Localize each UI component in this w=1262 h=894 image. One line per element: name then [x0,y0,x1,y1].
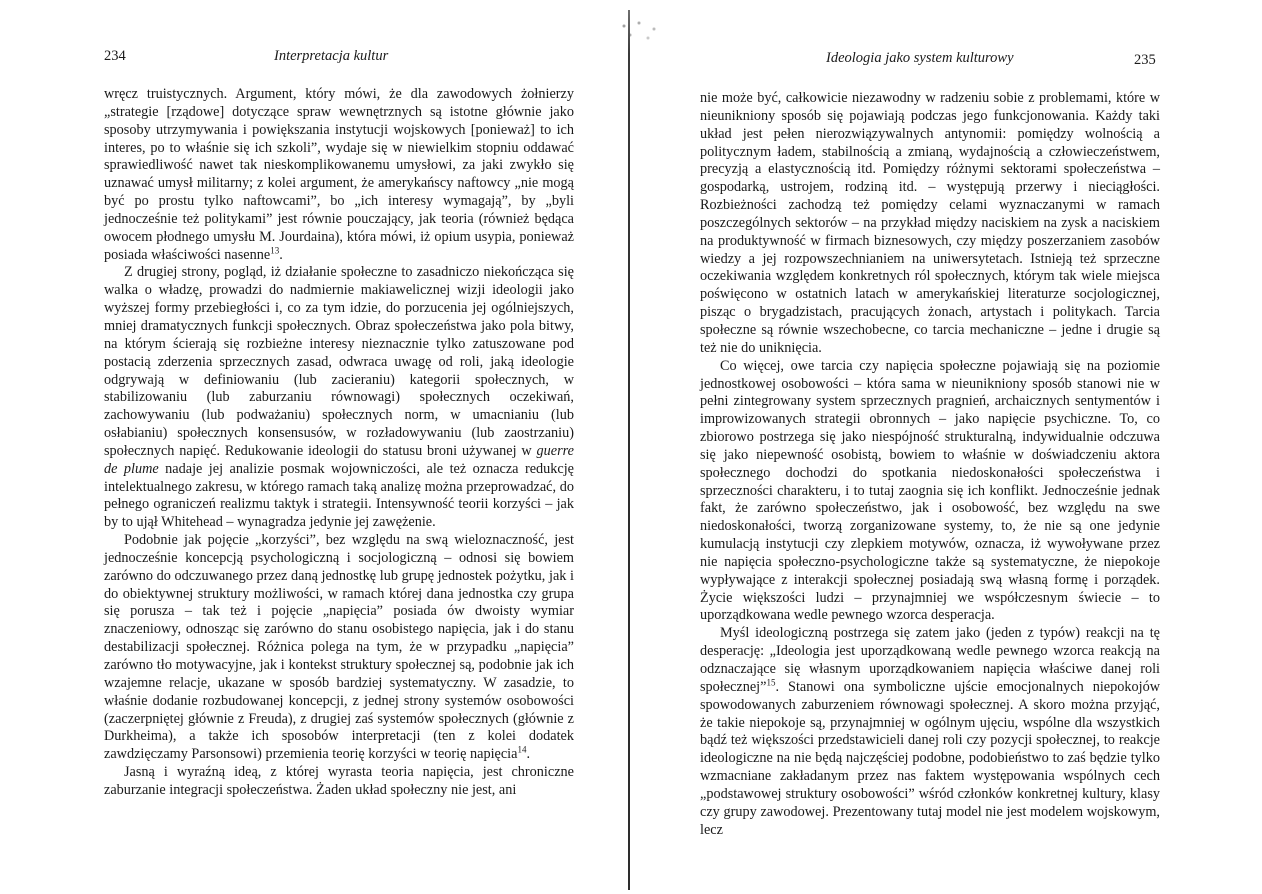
body-text [104,86,574,800]
italic-phrase: guerre de plume [104,442,574,477]
paragraph: Jasną i wyraźną ideą, z której wyrasta teoria napięcia, jest chroniczne zaburzanie integracji społeczeństwa. Żaden układ społeczny nie jest, ani [104,764,574,798]
body-text [700,90,1160,839]
right-page [634,0,1262,894]
page-number: 234 [104,48,126,64]
paragraph: nie może być, całkowicie niezawodny w radzeniu sobie z problemami, które w nieunikniony sposób się pojawiają podczas jego funkcjonowania. Każdy taki układ jest pełen nierozwiązywalnych antynomii: pomiędzy wolnością a politycznym ładem, stabilnością a zmianą, wydajnością a człowieczeństwem, precyzją a elastycznością itd. Pomiędzy różnymi sektorami społeczeństwa – gospodarką, ustrojem, rodziną itd. – występują przerwy i nieciągłości. Rozbieżności zachodzą też pomiędzy celami wyznaczanymi w ramach poszczególnych sektorów – na przykład między naciskiem na zysk a naciskiem na produktywność w firmach biznesowych, czy między poszerzaniem zasobów wiedzy a jej rozpowszechnianiem na uniwersytetach. Istnieją też sprzeczne oczekiwania względem konkretnych ról społecznych, którym tak wiele miejsca poświęcono w ostatnich latach w amerykańskiej literaturze socjologicznej, pisząc o brygadzistach, pracujących żonach, artystach i politykach. Tarcia społeczne są równie wszechobecne, co tarcia mechaniczne – jedne i drugie są też nie do uniknięcia. [700,90,1160,356]
paragraph: Myśl ideologiczną postrzega się zatem jako (jeden z typów) reakcji na tę desperację: „Ideologia jest uporządkowaną wedle pewnego wzorca reakcją na odznaczające się własnym uporządkowaniem napięcia właściwe danej roli społecznej”$^{15}$. Stanowi ona symboliczne ujście emocjonalnych niepokojów spowodowanych zaburzeniem równowagi społecznej. A skoro można przyjąć, że takie niepokoje są, przynajmniej w ogólnym ujęciu, wspólne dla wszystkich bądź też większości przedstawicieli danej roli czy pozycji społecznej, to reakcje ideologiczne na nie będą najczęściej podobne, podobieństwo to zaś będzie tylko wzmacniane zakładanym przez nas faktem występowania wspólnych cech „podstawowej struktury osobowości” wśród członków konkretnej kultury, klasy czy grupy zawodowej. Prezentowany tutaj model nie jest modelem wojskowym, lecz [700,625,1160,838]
paragraph: wręcz truistycznych. Argument, który mówi, że dla zawodowych żołnierzy „strategie [rządowe] dotyczące spraw wewnętrznych są istotne głównie jako sposoby utrzymywania i powiększania instytucji wojskowych [ponieważ] to ich interes, po to właśnie się ich szkoli”, wydaje się w niewielkim stopniu oddawać sprawiedliwość nawet tak nieskomplikowanemu umysłowi, za jaki zwykło się uznawać umysł militarny; z kolei argument, że amerykańscy naftowcy „nie mogą być po prostu tylko naftowcami”, bo „ich interesy wymagają”, by „byli jednocześnie też politykami” jest równie pouczający, jak teoria (również będąca owocem płodnego umysłu M. Jourdaina), która mówi, iż opium usypia, ponieważ posiada właściwości nasenne$^{13}$. [104,86,574,263]
page-number: 235 [1134,52,1156,68]
paragraph: Co więcej, owe tarcia czy napięcia społeczne pojawiają się na poziomie jednostkowej osobowości – która sama w nieunikniony sposób stanowi nie w pełni zintegrowany system sprzecznych pragnień, archaicznych sentymentów i improwizowanych strategii obronnych – jako napięcie psychiczne. To, co zbiorowo postrzega się jako niespójność strukturalną, indywidualnie odczuwa się jako niepewność osobistą, bowiem to właśnie w doświadczeniu aktora społecznego dochodzi do spotkania niedoskonałości społeczeństwa i sprzeczności charakteru, i to tutaj zaognia się ich konflikt. Jednocześnie jednak fakt, że zarówno społeczeństwo, jak i osobowość, bez względu na swe niedoskonałości, tworzą zorganizowane systemy, to, że nie są one jedynie kumulacją instytucji czy zlepkiem motywów, oznacza, iż wywoływane przez nie napięcia społeczno-psychologiczne także są systematyczne, że niepokoje wypływające z interakcji społecznej posiadają swą własną formę i porządek. Życie większości ludzi – przynajmniej we współczesnym świecie – to uporządkowana wedle pewnego wzorca desperacja. [700,357,1160,624]
paragraph: Z drugiej strony, pogląd, iż działanie społeczne to zasadniczo niekończąca się walka o władzę, prowadzi do nadmiernie makiawelicznej wizji ideologii jako wyższej formy przebiegłości i, co za tym idzie, do porzucenia jej ogólniejszych, mniej dramatycznych funkcji społecznych. Obraz społeczeństwa jako pola bitwy, na którym ścierają się rozbieżne interesy nieznacznie tylko zatuszowane pod postacią zderzenia sprzecznych zasad, odwraca uwagę od roli, jaką ideologie odgrywają w definiowaniu (lub zacieraniu) kategorii społecznych, w stabilizowaniu (lub zaburzaniu równowagi) społecznych oczekiwań, zachowywaniu (lub podważaniu) społecznych norm, w umacnianiu (lub osłabianiu) społecznych konsensusów, w rozładowywaniu (lub zaostrzaniu) społecznych napięć. Redukowanie ideologii do statusu broni używanej w guerre de plume nadaje jej analizie posmak wojowniczości, ale też oznacza redukcję intelektualnego zakresu, w którego ramach taką analizę można przeprowadzać, do pełnego ograniczeń realizmu taktyk i strategii. Intensywność teorii korzyści – jak by to ujął Whitehead – wynagradza jedynie jej zawężenie. [104,264,575,531]
running-header: Ideologia jako system kulturowy [826,50,1014,66]
running-header: Interpretacja kultur [274,48,389,64]
book-gutter [628,10,630,890]
left-page [0,0,630,894]
footnote-ref: 13 [270,244,280,255]
paragraph: Podobnie jak pojęcie „korzyści”, bez względu na swą wieloznaczność, jest jednocześnie koncepcją psychologiczną i socjologiczną – odnosi się bowiem zarówno do odczuwanego przez daną jednostkę lub grupę jednostek pożytku, jak i do obiektywnej struktury możliwości, w ramach której dana jednostka czy grupa się porusza – tak też i pojęcie „napięcia” posiada ów dwoisty wymiar znaczeniowy, odnosząc się zarówno do stanu osobistego napięcia, jak i do stanu destabilizacji społecznej. Różnica polega na tym, że w przypadku „napięcia” zarówno tło motywacyjne, jak i kontekst struktury społecznej są, podobnie jak ich wzajemne relacje, ukazane w sposób bardziej systematyczny. W zasadzie, to właśnie dodanie rozbudowanej koncepcji, z jednej strony systemów osobowości (zaczerpniętej głównie z Freuda), z drugiej zaś systemów społecznych (głównie z Durkheima), a także ich sposobów interpretacji (ten z kolei dodatek zawdzięczamy Parsonsowi) przemienia teorię korzyści w teorię napięcia$^{14}$. [104,532,574,763]
footnote-ref: 14 [517,744,527,755]
footnote-ref: 15 [766,677,776,688]
